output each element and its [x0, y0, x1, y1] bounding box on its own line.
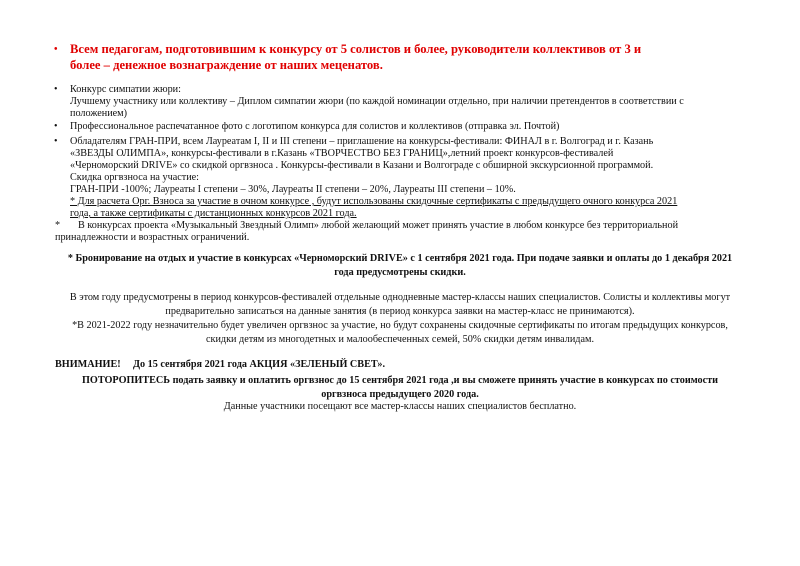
bullet3-line: «ЗВЕЗДЫ ОЛИМПА», конкурсы-фестивали в г.Казань «ТВОРЧЕСТВО БЕЗ ГРАНИЦ»,летний проект конкурсов-фестивалей — [70, 148, 614, 159]
booking-line: * Бронирование на отдых и участие в конкурсах «Черноморский DRIVE» с 1 сентября 2021 года. При подаче заявки и оплаты до 1 декабря 2021 — [67, 253, 733, 264]
bullet2-line: Профессиональное распечатанное фото с логотипом конкурса для солистов и коллективов (отправка эл. Почтой) — [70, 121, 560, 132]
attention-label: ВНИМАНИЕ! — [55, 359, 121, 370]
masterclass-line: предварительно записаться на данные занятия (в период конкурса заявки на мастер-класс не принимаются). — [165, 306, 635, 317]
bullet-icon: • — [54, 44, 58, 55]
certificate-note-line: года, а также сертификаты с дистанционных конкурсов 2021 года. — [70, 208, 357, 219]
free-masterclass-note: Данные участники посещают все мастер-классы наших специалистов бесплатно. — [223, 401, 577, 412]
bullet3-line: ГРАН-ПРИ -100%; Лауреаты I степени – 30%, Лауреаты II степени – 20%, Лауреаты III степени – 10%. — [70, 184, 516, 195]
hurry-line: оргвзноса предыдущего 2020 года. — [321, 389, 479, 400]
masterclass-line: *В 2021-2022 году незначительно будет увеличен оргвзнос за участие, но будут сохранены скидочные сертификаты по итогам предыдущих конкурсов, — [72, 320, 728, 331]
bullet-icon: • — [54, 84, 58, 95]
red-notice-line: более – денежное вознаграждение от наших меценатов. — [70, 58, 383, 72]
red-notice-line: Всем педагогам, подготовившим к конкурсу от 5 солистов и более, руководители коллективов от 3 и — [70, 42, 642, 56]
bullet3-line: Обладателям ГРАН-ПРИ, всем Лауреатам I, II и III степени – приглашение на конкурсы-фестивали: ФИНАЛ в г. Волгоград и г. Казань — [70, 136, 654, 147]
attention-text: До 15 сентября 2021 года АКЦИЯ «ЗЕЛЕНЫЙ СВЕТ». — [133, 359, 386, 370]
star-marker: * — [55, 220, 61, 231]
bullet3-line: «Черноморский DRIVE» со скидкой оргвзноса . Конкурсы-фестивали в Казани и Волгограде с обширной экскурсионной программой. — [70, 160, 654, 171]
bullet1-line: Конкурс симпатии жюри: — [70, 84, 181, 95]
bullet3-line: Скидка оргвзноса на участие: — [70, 172, 199, 183]
hurry-line: ПОТОРОПИТЕСЬ подать заявку и оплатить оргвзнос до 15 сентября 2021 года ,и вы сможете принять участие в конкурсах по стоимости — [81, 375, 719, 386]
bullet1-line: положением) — [70, 108, 128, 119]
booking-line: года предусмотрены скидки. — [334, 267, 466, 278]
masterclass-line: скидки детям из многодетных и малообеспеченных семей, 50% скидки детям инвалидам. — [205, 334, 595, 345]
masterclass-line: В этом году предусмотрены в период конкурсов-фестивалей отдельные однодневные мастер-классы наших специалистов. Солисты и коллективы могут — [69, 292, 731, 303]
star-note-line: принадлежности и возрастных ограничений. — [55, 232, 250, 243]
star-note-line: В конкурсах проекта «Музыкальный Звездный Олимп» любой желающий может принять участие в любом конкурсе без территориальной — [78, 220, 679, 231]
bullet-icon: • — [54, 136, 58, 147]
bullet1-line: Лучшему участнику или коллективу – Диплом симпатии жюри (по каждой номинации отдельно, при наличии претендентов в соответствии с — [70, 96, 684, 107]
bullet-icon: • — [54, 121, 58, 132]
certificate-note-line: * Для расчета Орг. Взноса за участие в очном конкурсе , будут использованы скидочные сертификаты с предыдущего очного конкурса 2021 — [70, 196, 678, 207]
